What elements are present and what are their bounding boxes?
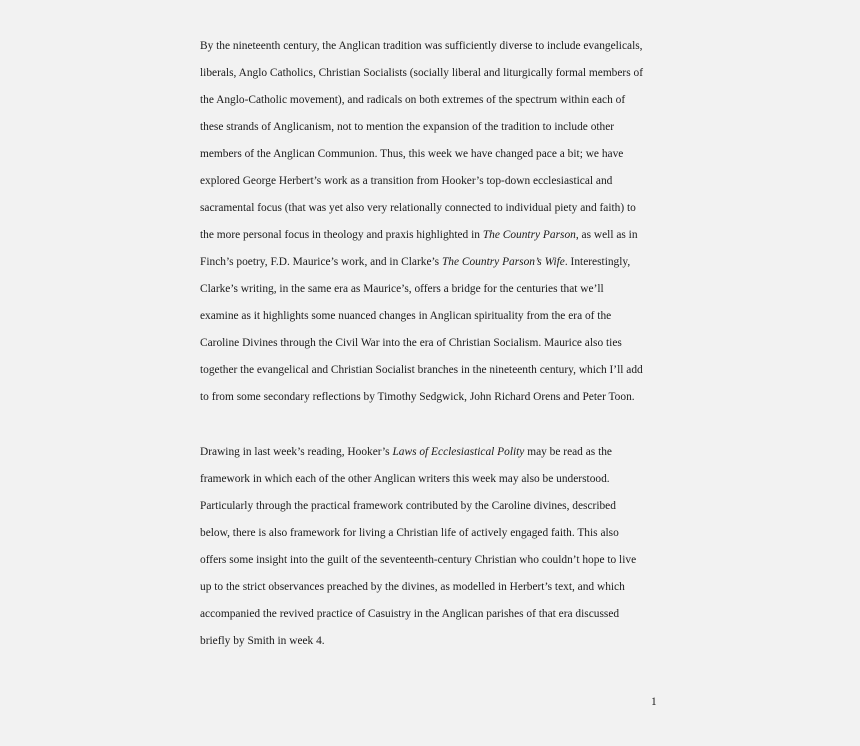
paragraph-1: [200, 33, 670, 411]
text-line: By the nineteenth century, the Anglican tradition was sufficiently diverse to include evangelicals,: [200, 40, 643, 52]
text-line: the Anglo-Catholic movement), and radicals on both extremes of the spectrum within each of: [200, 94, 626, 106]
text-line: to from some secondary reflections by Timothy Sedgwick, John Richard Orens and Peter Toon.: [200, 391, 635, 403]
text-line: members of the Anglican Communion. Thus, this week we have changed pace a bit; we have: [200, 148, 624, 160]
text-line: framework in which each of the other Anglican writers this week may also be understood.: [200, 473, 610, 485]
text-line: up to the strict observances preached by the divines, as modelled in Herbert’s text, and which: [200, 581, 625, 593]
text-line: accompanied the revived practice of Casuistry in the Anglican parishes of that era discussed: [200, 608, 620, 620]
text-line: Clarke’s writing, in the same era as Maurice’s, offers a bridge for the centuries that we’ll: [200, 283, 604, 295]
text-line: briefly by Smith in week 4.: [200, 635, 325, 647]
text-line: the more personal focus in theology and praxis highlighted in The Country Parson, as well as in: [200, 229, 638, 241]
text-line: Finch’s poetry, F.D. Maurice’s work, and in Clarke’s The Country Parson’s Wife. Interestingly,: [200, 256, 631, 268]
page-number: 1: [651, 696, 657, 708]
paragraph-2: [200, 439, 670, 655]
book-title-italic: The Country Parson’s Wife: [441, 256, 565, 268]
text-line: offers some insight into the guilt of the seventeenth-century Christian who couldn’t hope to live: [200, 554, 637, 566]
text-line: Drawing in last week’s reading, Hooker’s Laws of Ecclesiastical Polity may be read as the: [200, 446, 612, 458]
text-line: together the evangelical and Christian Socialist branches in the nineteenth century, which I’ll add: [200, 364, 643, 376]
text-line: below, there is also framework for living a Christian life of actively engaged faith. This also: [200, 527, 619, 539]
text-line: sacramental focus (that was yet also very relationally connected to individual piety and faith) to: [200, 202, 636, 214]
text-line: examine as it highlights some nuanced changes in Anglican spirituality from the era of the: [200, 310, 612, 322]
text-line: Particularly through the practical framework contributed by the Caroline divines, described: [200, 500, 616, 512]
text-line: explored George Herbert’s work as a transition from Hooker’s top-down ecclesiastical and: [200, 175, 613, 187]
text-line: Caroline Divines through the Civil War into the era of Christian Socialism. Maurice also ties: [200, 337, 622, 349]
text-line: liberals, Anglo Catholics, Christian Socialists (socially liberal and liturgically formal members of: [200, 67, 643, 79]
book-title-italic: The Country Parson: [482, 229, 576, 241]
book-title-italic: Laws of Ecclesiastical Polity: [392, 446, 525, 458]
text-line: these strands of Anglicanism, not to mention the expansion of the tradition to include other: [200, 121, 615, 133]
